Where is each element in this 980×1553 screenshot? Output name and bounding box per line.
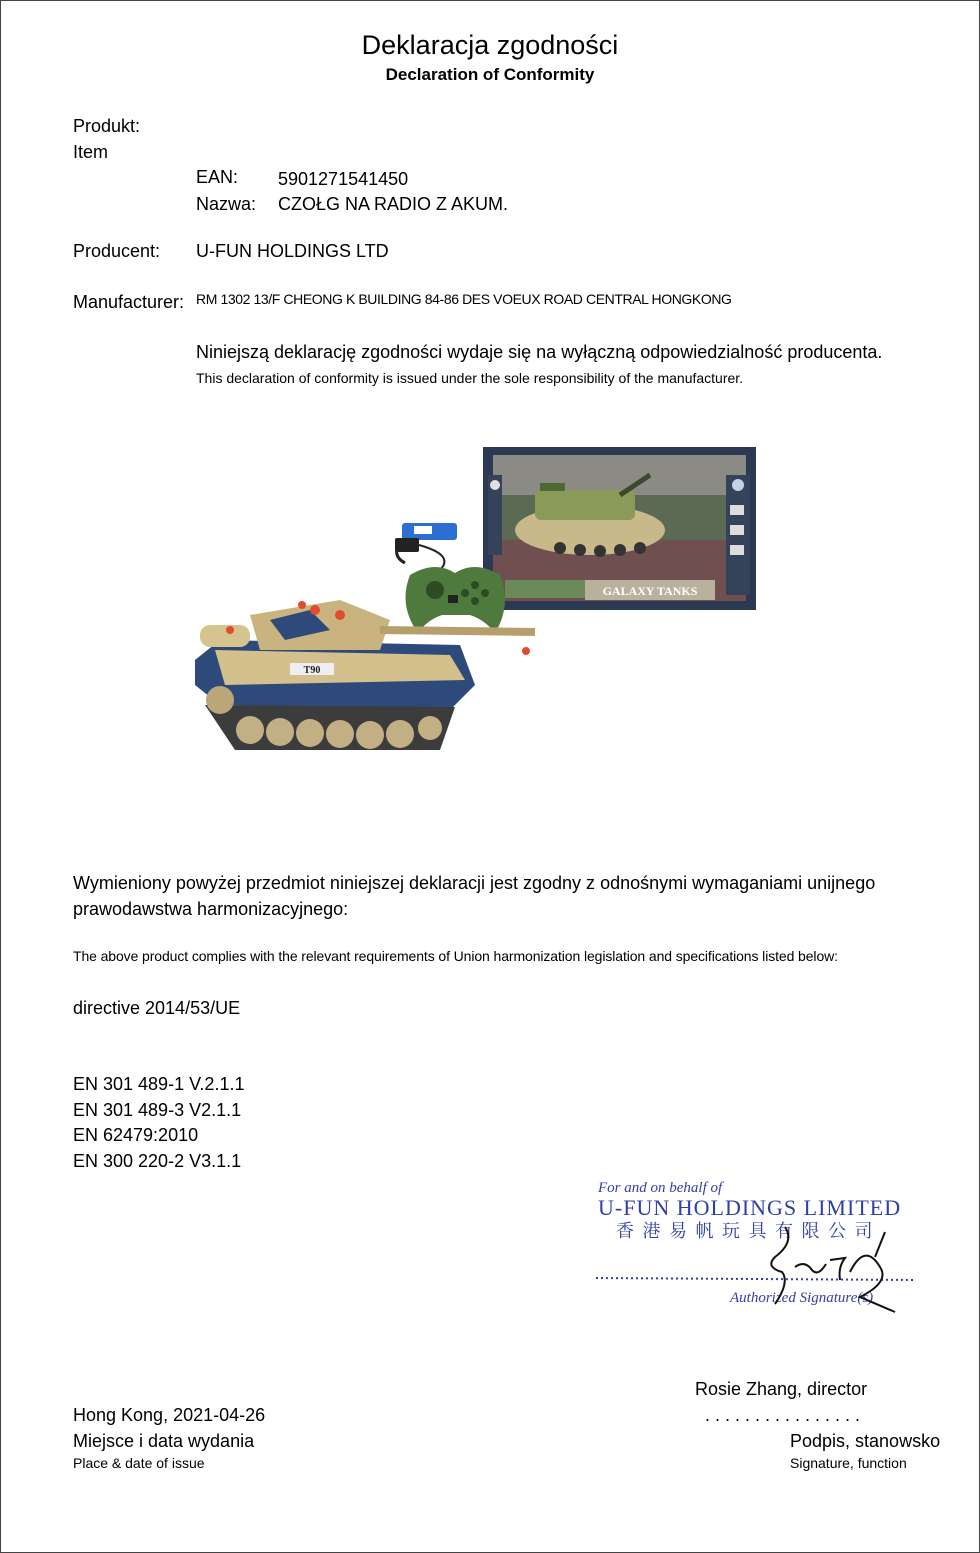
place-date: Hong Kong, 2021-04-26 [73,1405,266,1425]
standard-item: EN 301 489-1 V.2.1.1 [73,1074,245,1094]
stamp-line1: For and on behalf of [598,1180,723,1196]
stamp-authorized: Authorized Signature(s) [730,1290,874,1306]
manufacturer-address: RM 1302 13/F CHEONG K BUILDING 84-86 DES VOEUX ROAD CENTRAL HONGKONG [196,291,732,307]
battery-charger-image [395,523,457,570]
product-label: Produkt: [73,116,141,136]
producer-label: Producent: [73,241,161,261]
product-image [190,445,760,795]
stamp-chinese-name: 香 港 易 帆 玩 具 有 限 公 司 [616,1221,875,1241]
place-label-en: Place & date of issue [73,1455,205,1471]
signature-label-pl: Podpis, stanowsko [790,1431,941,1451]
item-label: Item [73,142,109,162]
name-value: CZOŁG NA RADIO Z AKUM. [278,194,509,214]
compliance-pl-line2: prawodawstwa harmonizacyjnego: [73,899,349,919]
tank-marking: T90 [303,665,321,676]
signer-name: Rosie Zhang, director [695,1379,868,1399]
document-subtitle: Declaration of Conformity [385,65,595,84]
standard-item: EN 301 489-3 V2.1.1 [73,1100,242,1120]
responsibility-pl: Niniejszą deklarację zgodności wydaje się na wyłączną odpowiedzialność producenta. [196,342,883,362]
standard-item: EN 62479:2010 [73,1125,199,1145]
manufacturer-label: Manufacturer: [73,292,185,312]
stamp-company: U-FUN HOLDINGS LIMITED [598,1195,902,1220]
compliance-en: The above product complies with the relevant requirements of Union harmonization legislation and specifications listed below: [73,948,838,964]
box-title: GALAXY TANKS [602,584,698,598]
directive: directive 2014/53/UE [73,998,241,1018]
signature-dots: . . . . . . . . . . . . . . . . [705,1405,861,1425]
standard-item: EN 300 220-2 V3.1.1 [73,1151,242,1171]
stamp-dotted-line [596,1278,916,1280]
signature-label-en: Signature, function [790,1455,907,1471]
responsibility-en: This declaration of conformity is issued under the sole responsibility of the manufacturer. [196,370,744,386]
compliance-pl-line1: Wymieniony powyżej przedmiot niniejszej deklaracji jest zgodny z odnośnymi wymaganiami unijnego [73,873,876,893]
remote-control-image [406,567,505,633]
ean-value: 5901271541450 [278,169,409,189]
document-title: Deklaracja zgodności [361,30,619,60]
company-stamp [590,1172,930,1317]
name-label: Nazwa: [196,194,257,214]
place-label-pl: Miejsce i data wydania [73,1431,255,1451]
tank-toy-image [195,600,535,750]
ean-label: EAN: [196,167,239,187]
product-box-image [483,447,756,610]
producer-name: U-FUN HOLDINGS LTD [196,241,389,261]
